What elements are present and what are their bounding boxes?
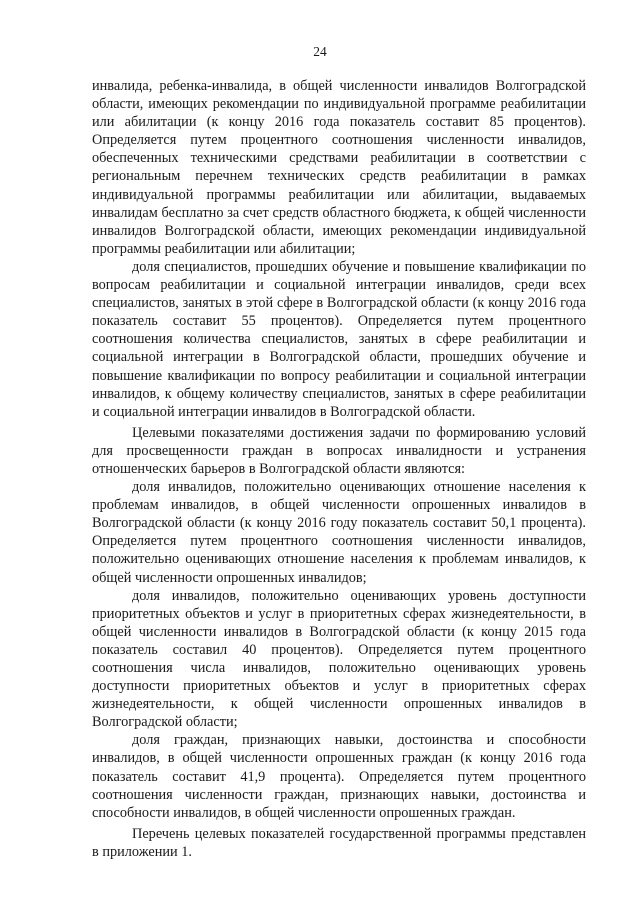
document-body bbox=[92, 77, 586, 861]
paragraph-citizens-indicator: доля граждан, признающих навыки, достоинства и способности инвалидов, в общей численности опрошенных граждан (к концу 2016 года показатель составит 41,9 процента). Определяется путем процентного соотношения численности граждан, признающих навыки, достоинства и способности инвалидов, в общей численности опрошенных граждан. bbox=[92, 732, 586, 821]
paragraph-appendix-reference: Перечень целевых показателей государственной программы представлен в приложении 1. bbox=[92, 825, 586, 860]
paragraph-specialists-training: доля специалистов, прошедших обучение и повышение квалификации по вопросам реабилитации и социальной интеграции инвалидов, среди всех специалистов, занятых в этой сфере в Волгоградской области (к концу 2016 года показатель составит 55 процентов). Определяется путем процентного соотношения количества специалистов, занятых в сфере реабилитации и социальной интеграции в Волгоградской области, прошедших обучение и повышение квалификации по вопросу реабилитации и социальной интеграции инвалидов, к общему количеству специалистов, занятых в сфере реабилитации и социальной интеграции инвалидов в Волгоградской области. bbox=[92, 258, 586, 420]
page-number: 24 bbox=[313, 44, 327, 59]
paragraph-attitude-indicator: доля инвалидов, положительно оценивающих отношение населения к проблемам инвалидов, в общей численности опрошенных инвалидов в Волгоградской области (к концу 2016 году показатель составит 50,1 процента). Определяется путем процентного соотношения численности инвалидов, положительно оценивающих отношение населения к проблемам инвалидов, к общей численности опрошенных инвалидов; bbox=[92, 479, 586, 586]
paragraph-accessibility-indicator: доля инвалидов, положительно оценивающих уровень доступности приоритетных объектов и услуг в приоритетных сферах жизнедеятельности, в общей численности инвалидов в Волгоградской области (к концу 2015 года показатель составил 40 процентов). Определяется путем процентного соотношения числа инвалидов, положительно оценивающих уровень доступности приоритетных объектов и услуг в приоритетных сферах жизнедеятельности, к общей численности опрошенных инвалидов в Волгоградской области; bbox=[92, 587, 586, 731]
paragraph-target-indicators: Целевыми показателями достижения задачи по формированию условий для просвещенности граждан в вопросах инвалидности и устранения отношенческих барьеров в Волгоградской области являются: bbox=[92, 424, 586, 477]
paragraph-continuation: инвалида, ребенка-инвалида, в общей численности инвалидов Волгоградской области, имеющих рекомендации по индивидуальной программе реабилитации или абилитации (к концу 2016 года показатель составит 85 процентов). Определяется путем процентного соотношения численности инвалидов, обеспеченных техническими средствами реабилитации в соответствии с региональным перечнем технических средств реабилитации в рамках индивидуальной программы реабилитации или абилитации, выдаваемых инвалидам бесплатно за счет средств областного бюджета, к общей численности инвалидов Волгоградской области, имеющих рекомендации индивидуальной программы реабилитации или абилитации; bbox=[92, 78, 586, 257]
